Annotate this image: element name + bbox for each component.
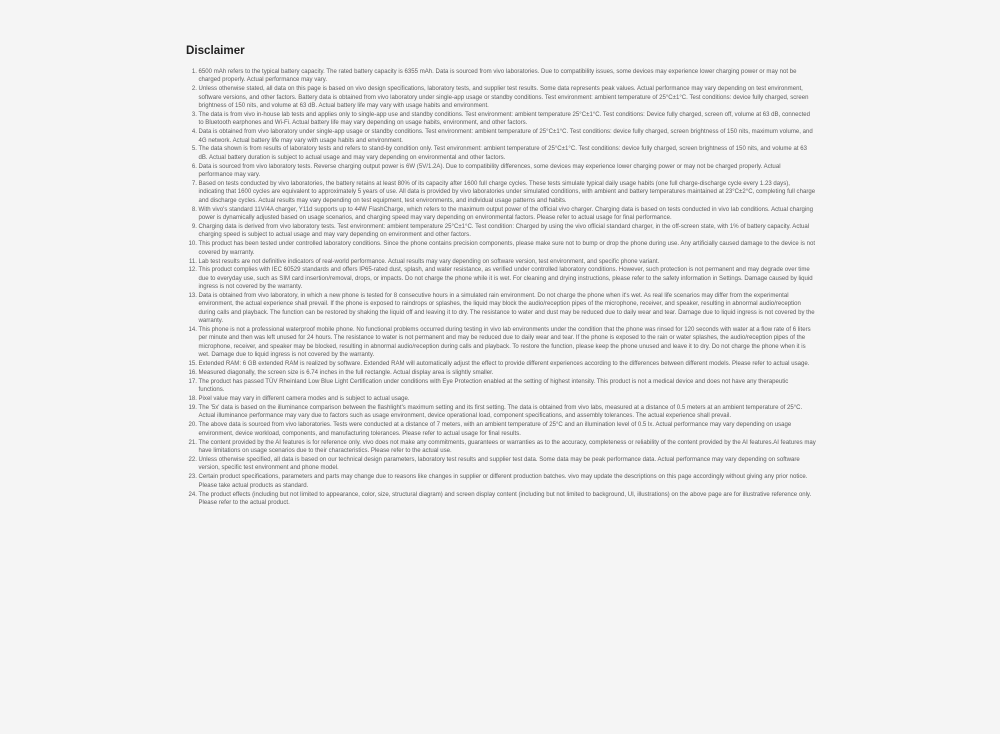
disclaimer-item [186,223,816,240]
disclaimer-item-number: 13. [188,293,197,300]
disclaimer-item-number: 4. [191,129,197,136]
disclaimer-item-text: Measured diagonally, the screen size is 6.74 inches in the full rectangle. Actual display area is slightly smaller. [198,369,494,376]
disclaimer-item [186,85,816,110]
disclaimer-item [186,378,816,395]
disclaimer-item [186,360,816,368]
disclaimer-title: Disclaimer [186,44,245,57]
disclaimer-item-text: The product effects (including but not limited to appearance, color, size, structural diagram) and screen display content (including but not limited to background, UI, illustrations) on the above page are for illustrative reference only. Please refer to the actual product. [198,491,812,506]
disclaimer-item [186,491,816,508]
disclaimer-item-text: 6500 mAh refers to the typical battery capacity. The rated battery capacity is 6355 mAh. Data is sourced from vivo laboratories. Due to compatibility issues, some devices may experience lower charging power or may not be charged properly. Actual performance may vary. [198,69,797,84]
disclaimer-item-text: Based on tests conducted by vivo laboratories, the battery retains at least 80% of its capacity after 1600 full charge cycles. These tests simulate typical daily usage habits (one full charge-discharge cycle every 1.23 days), indicating that 1600 cycles are equivalent to approximately 5 years of use. All data is provided by vivo laboratories under simulated conditions, with ambient and battery temperatures maintained at 23°C±2°C, completing full charge and discharge cycles. Actual results may vary depending on test equipment, test environments, and individual usage patterns and habits. [198,181,816,204]
disclaimer-item [186,266,816,291]
disclaimer-item-text: The content provided by the AI features is for reference only. vivo does not make any commitments, guarantees or warranties as to the accuracy, completeness or reliability of the content provided by the AI features.AI features may have limitations on usage scenarios due to their characteristics. Please refer to the actual use. [198,439,816,454]
disclaimer-item-number: 18. [188,396,197,403]
disclaimer-item-number: 6. [191,163,197,170]
disclaimer-item [186,369,816,377]
disclaimer-item-text: Lab test results are not definitive indicators of real-world performance. Actual results may vary depending on software version, test environment, and specific phone variant. [198,258,660,265]
disclaimer-item [186,326,816,359]
disclaimer-item [186,404,816,421]
disclaimer-item [186,128,816,145]
disclaimer-item [186,68,816,85]
disclaimer-item-text: Charging data is derived from vivo laboratory tests. Test environment: ambient temperature 25°C±1°C. Test condition: Charged by using the vivo official standard charger, in the off-screen state, with 1% of battery capacity. Actual charging speed is subject to actual usage and may vary depending on environment and other factors. [198,223,810,239]
disclaimer-item [186,163,816,180]
disclaimer-item [186,292,816,325]
disclaimer-item-number: 22. [188,456,197,463]
disclaimer-item-text: Extended RAM: 6 GB extended RAM is realized by software. Extended RAM will automatically adjust the effect to provide different experiences according to the differences between different models. Please refer to actual usage. [198,361,810,367]
disclaimer-item-number: 10. [188,241,197,248]
disclaimer-item-number: 11. [188,258,197,265]
disclaimer-item-text: Unless otherwise stated, all data on this page is based on vivo design specifications, laboratory tests, and supplier test results. Some data represents peak values. Actual performance may vary depending on test environment, software versions, and other factors. Battery data is obtained from vivo laboratory under single-app usage or standby conditions. Test environment: ambient temperature of 25°C±1°C. Test conditions: device fully charged, screen brightness of 150 nits, and volume at 63 dB. Actual battery life may vary with usage habits and environment. [198,86,809,109]
disclaimer-item-number: 17. [188,378,197,385]
disclaimer-item-text: Data is obtained from vivo laboratory, in which a new phone is tested for 8 consecutive hours in a simulated rain environment. Do not charge the phone when it's wet. As real life scenarios may differ from the experimental environment, the actual experience shall prevail. If the phone is exposed to raindrops or splashes, the liquid may block the audio/reception pipes of the microphone, receiver, and speaker, resulting in abnormal audio/reception during calls and playback. The function can be restored by shaking the liquid off and leaving it to dry. The resistance to water and dust may be reduced due to daily wear and tear. Damage due to liquid ingress is not covered by the warranty. [198,293,815,325]
disclaimer-item-text: This product complies with IEC 60529 standards and offers IP65-rated dust, splash, and water resistance, as verified under controlled laboratory conditions. However, such protection is not permanent and may degrade over time due to everyday use, such as SIM card insertion/removal, drops, or impacts. Do not charge the phone while it is wet. For cleaning and drying instructions, please refer to the safety information in Settings. Damage caused by liquid ingress is not covered by the warranty. [198,267,813,291]
disclaimer-item-text: With vivo's standard 11V/4A charger, Y11d supports up to 44W FlashCharge, which refers to the maximum output power of the official vivo charger. Charging data is based on tests conducted in vivo lab conditions. Actual charging power is dynamically adjusted based on usage scenarios, and charging speed may vary depending on environmental factors. Please refer to actual usage for final performance. [198,206,813,221]
disclaimer-item-text: Certain product specifications, parameters and parts may change due to reasons like changes in supplier or different production batches. vivo may update the descriptions on this page accordingly without giving any prior notice. Please take actual products as standard. [198,474,808,489]
disclaimer-item-number: 24. [188,491,197,498]
disclaimer-item [186,206,816,223]
disclaimer-item-number: 15. [188,361,197,367]
disclaimer-item [186,111,816,128]
disclaimer-item-number: 20. [188,422,197,429]
disclaimer-list [186,68,816,507]
disclaimer-item-number: 21. [188,439,197,446]
disclaimer-item-number: 14. [188,327,197,334]
disclaimer-item [186,258,816,266]
disclaimer-item-text: This product has been tested under controlled laboratory conditions. Since the phone contains precision components, please make sure not to bump or drop the phone during use. Any artificially caused damage to the device is not covered by warranty. [198,241,816,256]
disclaimer-item-number: 1. [191,69,197,75]
disclaimer-item-text: The above data is sourced from vivo laboratories. Tests were conducted at a distance of 7 meters, with an ambient temperature of 25°C and an illumination level of 0.5 lx. Actual performance may vary depending on usage environment, device workload, components, and manufacturing tolerances. Please refer to actual usage for final results. [198,422,792,437]
disclaimer-item-number: 2. [191,86,197,93]
disclaimer-item [186,180,816,205]
disclaimer-item-text: Data is sourced from vivo laboratory tests. Reverse charging output power is 6W (5V/1.2A). Due to compatibility differences, some devices may experience lower charging power or may not be charged properly. Actual performance may vary. [198,163,781,179]
disclaimer-item [186,456,816,473]
disclaimer-item-text: The data is from vivo in-house lab tests and applies only to single-app use and standby conditions. Test environment: ambient temperature 25°C±1°C. Test conditions: Device fully charged, screen off, volume at 63 dB, connected to Bluetooth earphones and Wi-Fi. Actual battery life may vary depending on usage habits, environment, and other factors. [198,111,811,127]
disclaimer-item-number: 7. [191,181,197,188]
disclaimer-item-text: The data shown is from results of laboratory tests and refers to stand-by condition only. Test environment: ambient temperature of 25°C±1°C. Test conditions: device fully charged, screen brightness of 150 nits, and volume at 63 dB. Actual battery duration is subject to actual usage and may vary depending on environmental and other factors. [198,146,808,161]
disclaimer-item-text: This phone is not a professional waterproof mobile phone. No functional problems occurred during testing in vivo lab environments under the condition that the phone was rinsed for 120 seconds with water at a flow rate of 6 liters per minute and then was left unused for 24 hours. The resistance to water is not permanent and may be reduced due to daily wear and tear. If the phone is exposed to the rain or water splashes, the audio/reception pipes of the microphone, receiver, and speaker may be blocked, resulting in abnormal audio/reception during calls and playback. To restore the function, please keep the phone unused and leave it to dry. Do not charge the phone when it is wet. Damage due to liquid ingress is not covered by the warranty. [198,327,811,359]
disclaimer-item [186,421,816,438]
disclaimer-item-number: 19. [188,405,197,412]
disclaimer-item-number: 9. [191,223,197,230]
disclaimer-item-number: 5. [191,146,197,153]
disclaimer-item-text: Data is obtained from vivo laboratory under single-app usage or standby conditions. Test environment: ambient temperature of 25°C±1°C. Test conditions: device fully charged, screen brightness of 150 nits, maximum volume, and 4G network. Actual battery life may vary with usage habits and environment. [198,129,813,144]
disclaimer-item [186,240,816,257]
disclaimer-item-number: 23. [188,474,197,481]
disclaimer-item-number: 3. [191,111,197,118]
disclaimer-item-text: Pixel value may vary in different camera modes and is subject to actual usage. [198,396,410,403]
disclaimer-item-number: 8. [191,206,197,213]
disclaimer-item [186,395,816,403]
disclaimer-item [186,145,816,162]
disclaimer-item-text: The '5x' data is based on the illuminance comparison between the flashlight's maximum setting and its first setting. The data is obtained from vivo labs, measured at a distance of 0.5 meters at an ambient temperature of 25°C. Actual illuminance performance may vary due to factors such as usage environment, device operational load, component specifications, and assembly tolerances. The actual experience shall prevail. [198,405,803,420]
disclaimer-item-number: 16. [188,369,197,376]
disclaimer-item-text: Unless otherwise specified, all data is based on our technical design parameters, laboratory test results and supplier test data. Some data may be peak performance data. Actual performance may vary depending on software version, specific test environment and phone model. [198,456,800,472]
disclaimer-item-text: The product has passed TÜV Rheinland Low Blue Light Certification under conditions with Eye Protection enabled at the setting of highest intensity. This product is not a medical device and does not have any therapeutic functions. [198,378,789,394]
disclaimer-item-number: 12. [188,267,197,274]
disclaimer-item [186,439,816,456]
disclaimer-item [186,473,816,490]
